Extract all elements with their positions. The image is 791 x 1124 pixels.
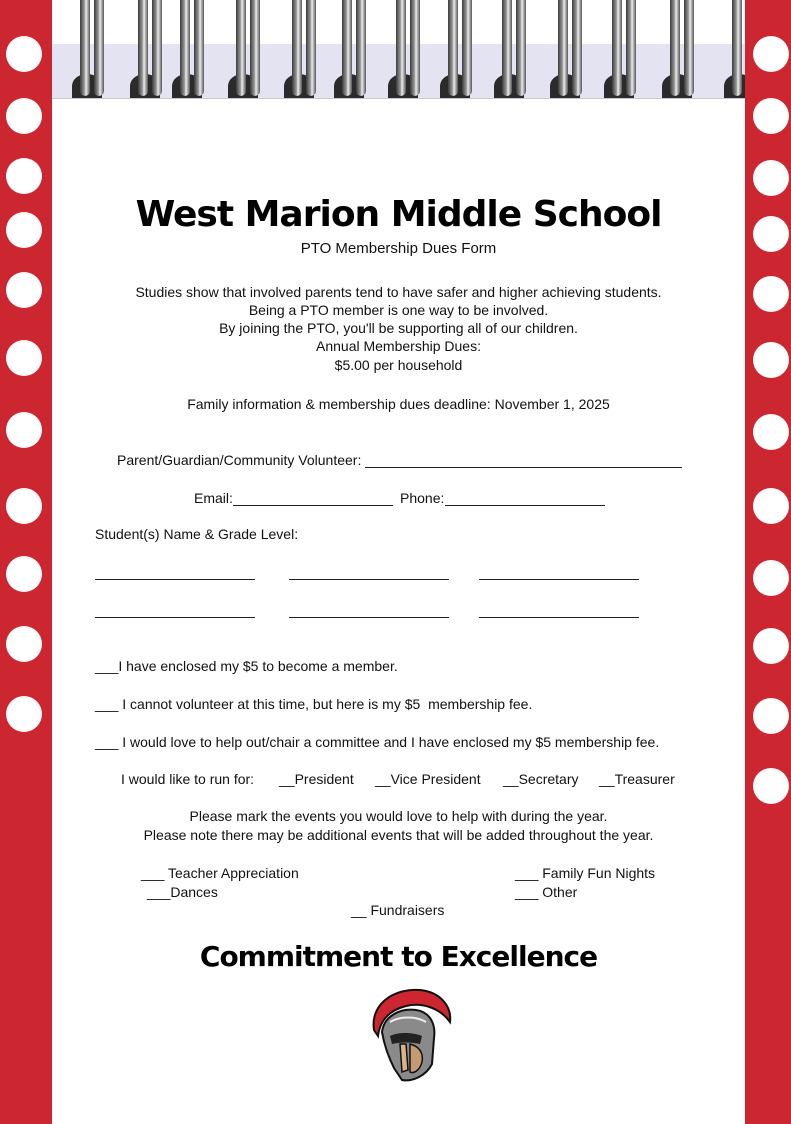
position-president[interactable]: __President (279, 771, 354, 787)
punch-hole (6, 212, 42, 248)
student-field[interactable] (479, 579, 639, 580)
punch-hole (6, 412, 42, 448)
parent-label: Parent/Guardian/Community Volunteer: (117, 452, 362, 468)
punch-hole (753, 768, 789, 804)
event-dances[interactable]: ___Dances (147, 884, 218, 900)
spiral-ring (612, 0, 622, 96)
spiral-ring (732, 0, 742, 96)
spiral-ring (626, 0, 636, 96)
punch-hole (753, 36, 789, 72)
punch-hole (6, 488, 42, 524)
events-note: Please mark the events you would love to help with during the year. (189, 808, 608, 824)
spiral-ring (306, 0, 316, 96)
intro-line: Annual Membership Dues: (316, 338, 481, 354)
left-border (0, 0, 52, 1124)
student-field[interactable] (95, 617, 255, 618)
position-vice-president[interactable]: __Vice President (375, 771, 481, 787)
form-title: PTO Membership Dues Form (300, 240, 497, 257)
students-label: Student(s) Name & Grade Level: (95, 526, 299, 542)
events-note: Please note there may be additional events that will be added throughout the year. (143, 827, 654, 843)
spiral-ring (180, 0, 190, 96)
punch-hole (6, 36, 42, 72)
spartan-helmet-icon (360, 986, 456, 1086)
punch-hole (753, 276, 789, 312)
email-label: Email: (194, 490, 233, 506)
punch-hole (6, 98, 42, 134)
spiral-ring (684, 0, 694, 96)
spiral-ring (292, 0, 302, 96)
phone-field[interactable] (445, 505, 605, 506)
event-other[interactable]: ___ Other (515, 884, 578, 900)
spiral-ring (448, 0, 458, 96)
punch-hole (6, 556, 42, 592)
option-member[interactable]: ___I have enclosed my $5 to become a member. (95, 658, 398, 674)
punch-hole (753, 216, 789, 252)
punch-hole (6, 626, 42, 662)
spiral-ring (410, 0, 420, 96)
school-name: West Marion Middle School (135, 194, 662, 235)
student-field[interactable] (289, 579, 449, 580)
position-treasurer[interactable]: __Treasurer (599, 771, 675, 787)
intro-line: Being a PTO member is one way to be involved. (248, 302, 549, 318)
punch-hole (753, 560, 789, 596)
punch-hole (6, 340, 42, 376)
spiral-ring (396, 0, 406, 96)
student-field[interactable] (479, 617, 639, 618)
punch-hole (753, 698, 789, 734)
spiral-binding (52, 0, 745, 99)
spiral-ring (94, 0, 104, 96)
punch-hole (6, 272, 42, 308)
right-border (745, 0, 791, 1124)
spiral-ring (138, 0, 148, 96)
spiral-ring (502, 0, 512, 96)
position-secretary[interactable]: __Secretary (503, 771, 579, 787)
spiral-ring (152, 0, 162, 96)
spiral-ring (356, 0, 366, 96)
spiral-ring (558, 0, 568, 96)
email-field[interactable] (233, 505, 393, 506)
event-fundraisers[interactable]: __ Fundraisers (351, 902, 445, 918)
spiral-ring (236, 0, 246, 96)
student-field[interactable] (95, 579, 255, 580)
parent-field[interactable] (365, 467, 682, 468)
punch-hole (753, 160, 789, 196)
option-no-volunteer[interactable]: ___ I cannot volunteer at this time, but here is my $5 membership fee. (95, 696, 533, 712)
punch-hole (753, 414, 789, 450)
spiral-ring (462, 0, 472, 96)
run-for-label: I would like to run for: (121, 771, 255, 787)
intro-line: By joining the PTO, you'll be supporting all of our children. (219, 320, 578, 336)
intro-line: $5.00 per household (334, 357, 463, 373)
motto: Commitment to Excellence (199, 940, 598, 973)
spiral-ring (250, 0, 260, 96)
form-page (52, 98, 745, 1124)
punch-hole (6, 158, 42, 194)
spiral-ring (572, 0, 582, 96)
student-field[interactable] (289, 617, 449, 618)
spiral-ring (516, 0, 526, 96)
punch-hole (753, 628, 789, 664)
spiral-ring (670, 0, 680, 96)
event-family-fun-nights[interactable]: ___ Family Fun Nights (515, 865, 656, 881)
spiral-ring (80, 0, 90, 96)
punch-hole (753, 98, 789, 134)
punch-hole (753, 342, 789, 378)
option-chair-committee[interactable]: ___ I would love to help out/chair a committee and I have enclosed my $5 membership fee. (95, 734, 660, 750)
deadline-text: Family information & membership dues deadline: November 1, 2025 (187, 396, 610, 412)
punch-hole (753, 488, 789, 524)
intro-line: Studies show that involved parents tend to have safer and higher achieving students. (135, 284, 662, 300)
event-teacher-appreciation[interactable]: ___ Teacher Appreciation (141, 865, 299, 881)
phone-label: Phone: (400, 490, 445, 506)
spiral-ring (342, 0, 352, 96)
punch-hole (6, 696, 42, 732)
spiral-ring (194, 0, 204, 96)
